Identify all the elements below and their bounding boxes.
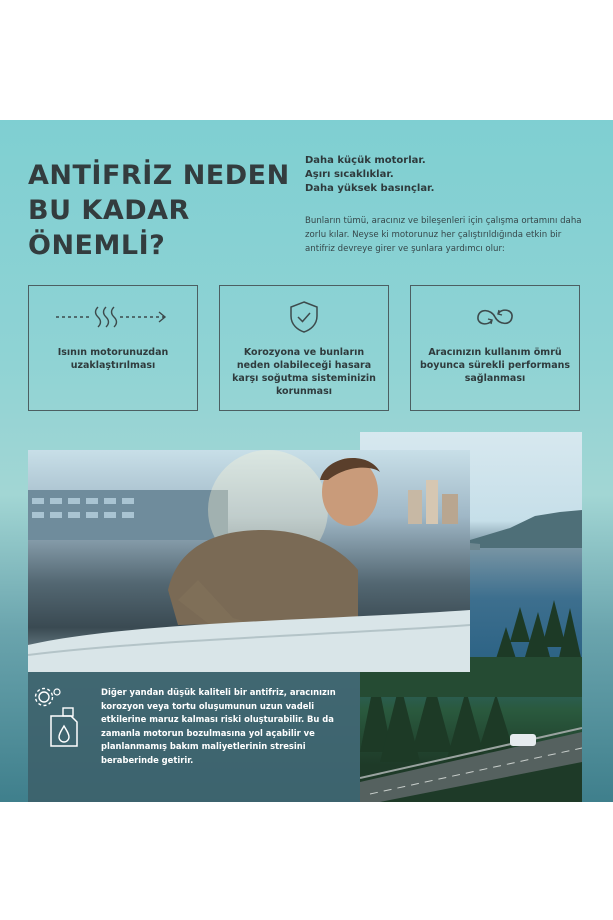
- title-line: ÖNEMLİ?: [28, 230, 166, 261]
- lead-strong-line: Daha yüksek basınçlar.: [305, 183, 435, 194]
- antifreeze-panel: [0, 120, 613, 802]
- lead-strong-line: Aşırı sıcaklıklar.: [305, 169, 394, 180]
- lead-strong-line: Daha küçük motorlar.: [305, 155, 426, 166]
- card-label: Isının motorunuzdan uzaklaştırılması: [57, 347, 169, 371]
- card-label: Aracınızın kullanım ömrü boyunca sürekli performans sağlanması: [419, 347, 571, 384]
- info-text: Diğer yandan düşük kaliteli bir antifriz, aracınızın korozyon veya tortu oluşumunun uzun vadeli etkilerine maruz kalması riski oluşturabilir. Bu da zamanla motorun bozulmasına yol açabilir ve planlanmamış bakım maliyetlerinin stresini beraberinde getirir.: [101, 687, 336, 765]
- heat-arrow-icon: [29, 296, 197, 338]
- title-line: ANTİFRİZ NEDEN: [28, 160, 290, 191]
- gear-coolant-icon: [33, 686, 83, 752]
- man-polishing-car-illustration: [28, 450, 470, 672]
- page-title: [28, 158, 298, 263]
- shield-check-icon: [220, 296, 388, 338]
- info-box: [28, 672, 360, 802]
- benefit-card-heat: [28, 285, 198, 411]
- man-polishing-car-photo: [28, 450, 470, 672]
- lead-body: Bunların tümü, aracınız ve bileşenleri için çalışma ortamını daha zorlu kılar. Neyse ki motorunuz her çalıştırıldığında etkin bir antifriz devreye girer ve şunlara yardımcı olur:: [305, 216, 582, 254]
- cycle-arrows-icon: [411, 296, 579, 338]
- benefit-card-corrosion: [219, 285, 389, 411]
- benefit-card-performance: [410, 285, 580, 411]
- card-label: Korozyona ve bunların neden olabileceği hasara karşı soğutma sisteminizin korunması: [232, 347, 376, 397]
- title-line: BU KADAR: [28, 195, 190, 226]
- lead-block: [305, 154, 590, 256]
